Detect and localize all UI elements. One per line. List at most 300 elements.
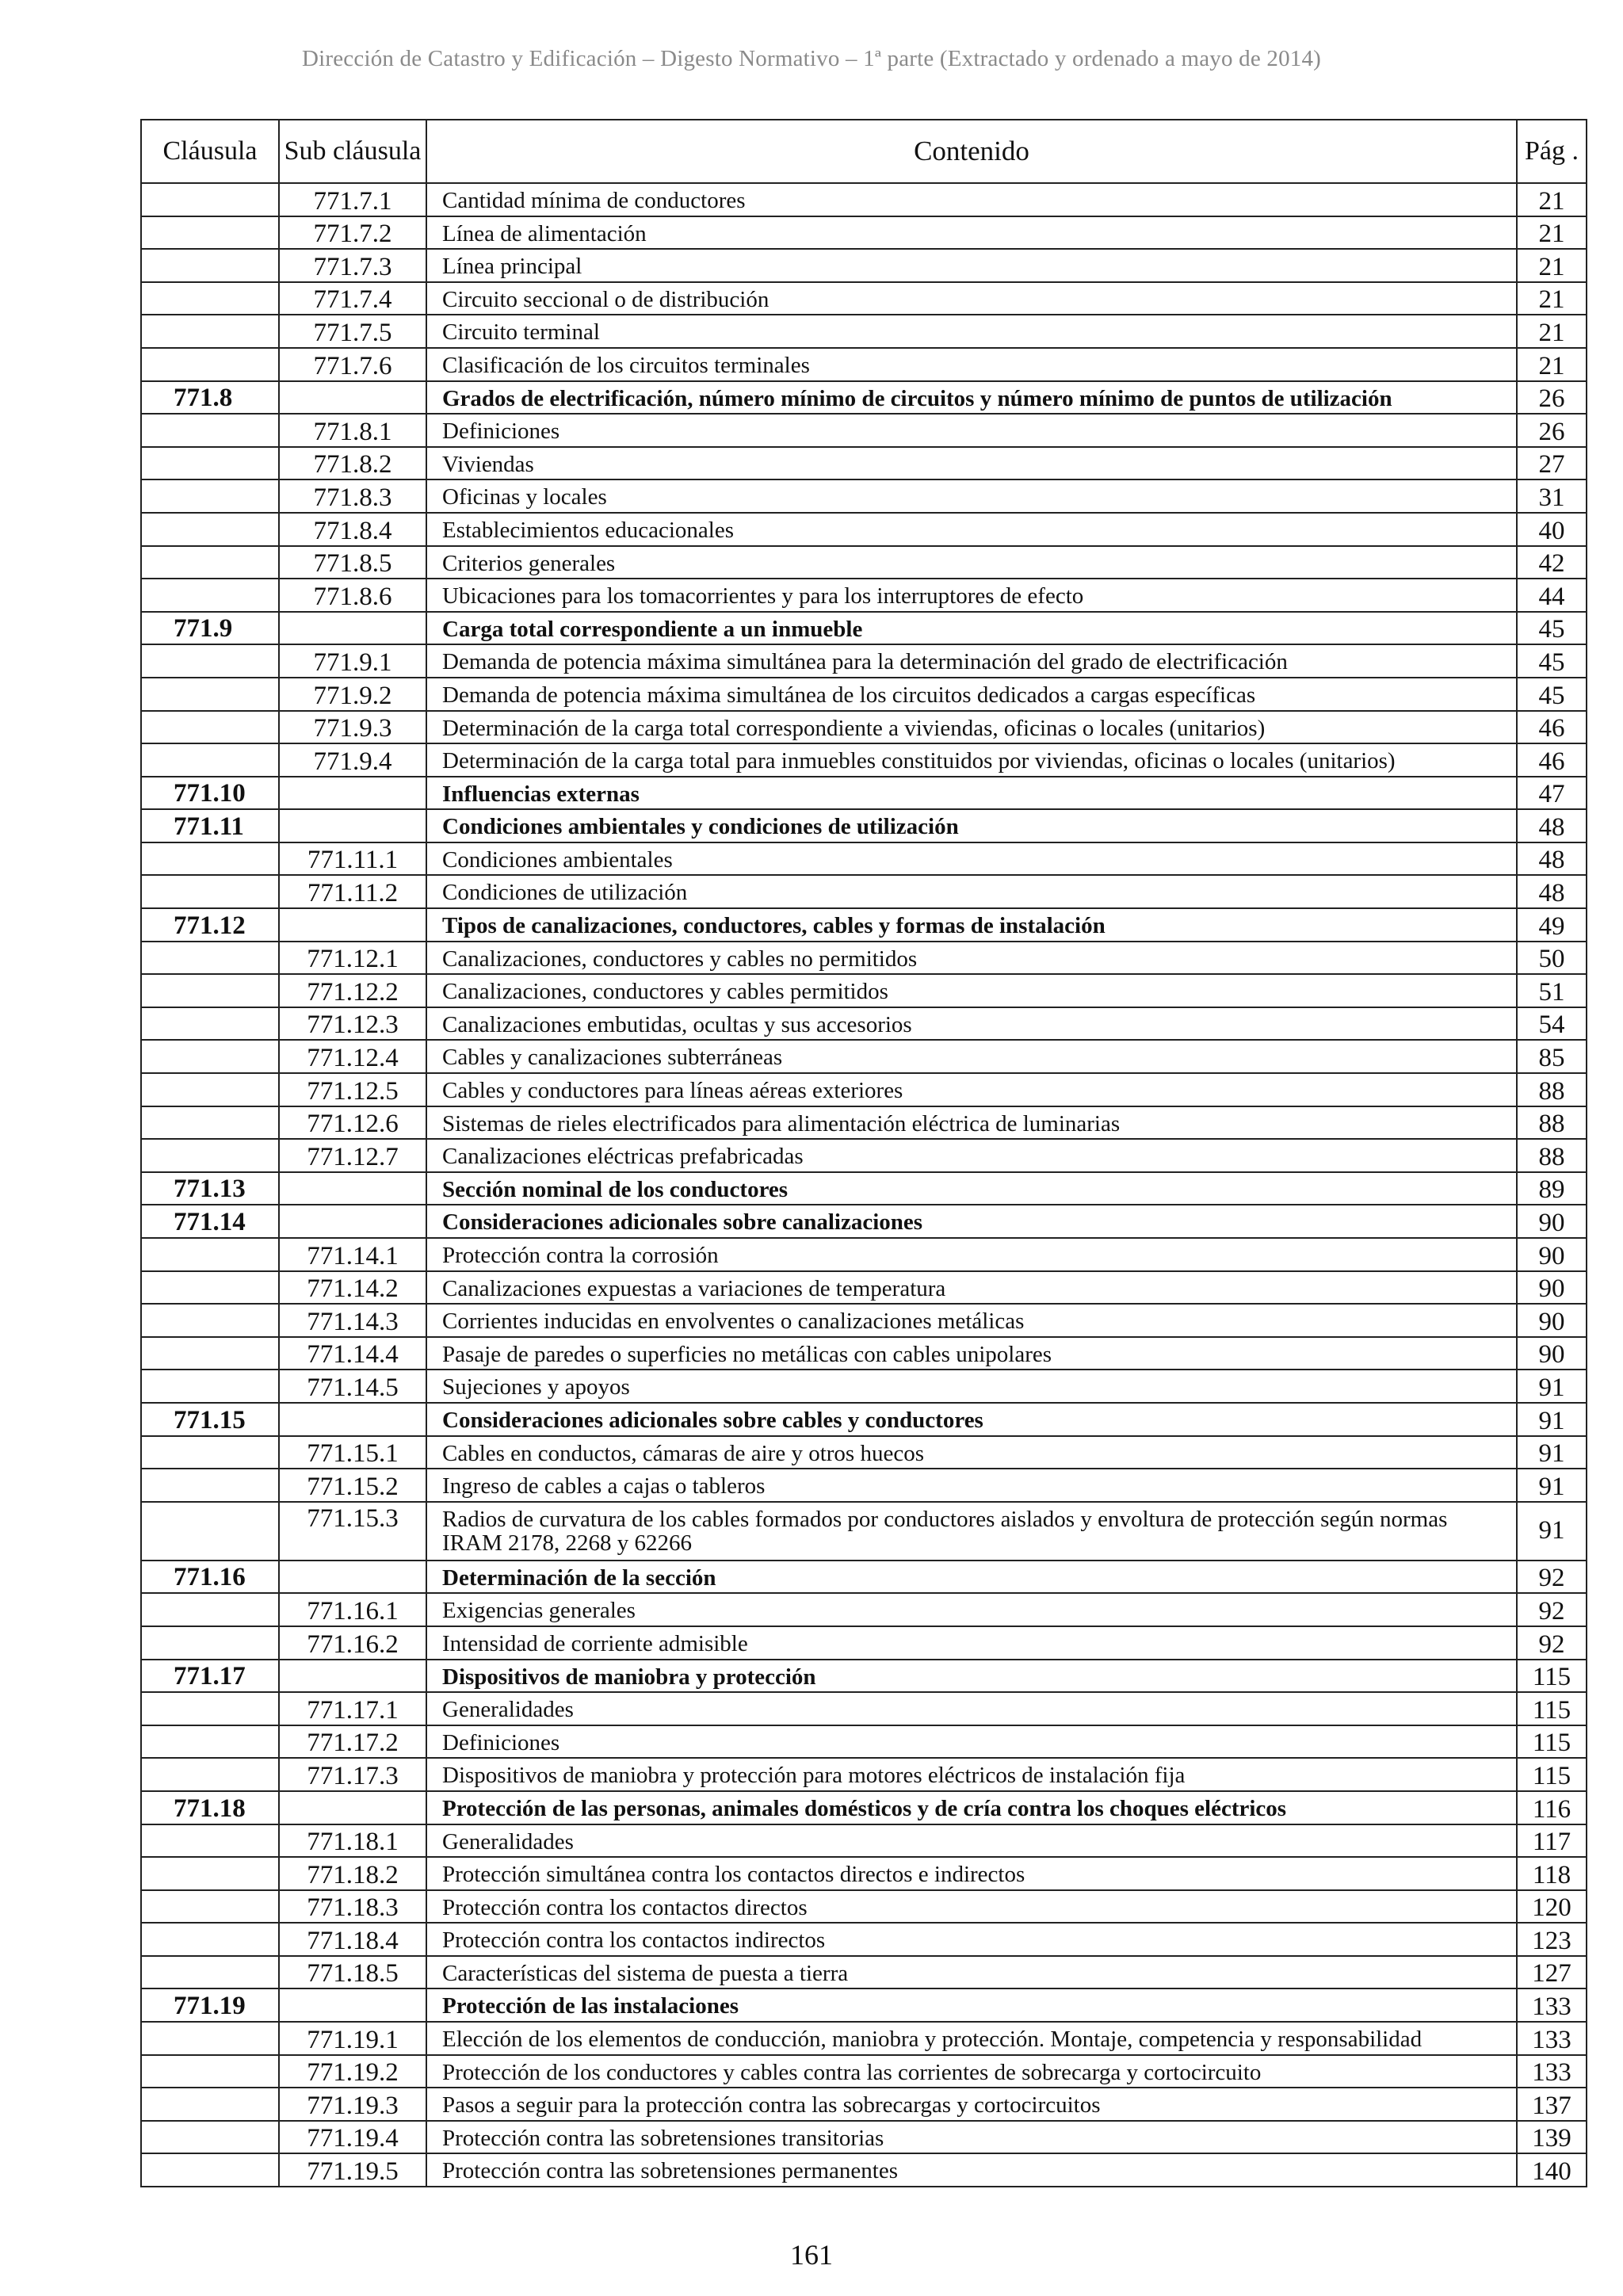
page-number: 161	[790, 2239, 833, 2271]
subclausula-cell: 771.12.2	[279, 974, 426, 1007]
subclausula-cell: 771.8.1	[279, 414, 426, 447]
contenido-cell: Carga total correspondiente a un inmueble	[426, 612, 1517, 645]
table-row	[141, 842, 1587, 876]
contenido-cell: Dispositivos de maniobra y protección para motores eléctricos de instalación fija	[426, 1758, 1517, 1791]
clausula-cell	[141, 743, 279, 777]
page-cell: 90	[1517, 1337, 1587, 1370]
contenido-cell: Tipos de canalizaciones, conductores, cables y formas de instalación	[426, 908, 1517, 942]
contenido-cell: Grados de electrificación, número mínimo de circuitos y número mínimo de puntos de utilización	[426, 381, 1517, 415]
clausula-cell	[141, 546, 279, 579]
subclausula-cell: 771.7.2	[279, 216, 426, 250]
table-row	[141, 644, 1587, 678]
table-row	[141, 1988, 1587, 2022]
subclausula-cell	[279, 381, 426, 415]
table-row	[141, 908, 1587, 942]
subclausula-cell: 771.18.5	[279, 1956, 426, 1989]
page-cell: 116	[1517, 1791, 1587, 1824]
table-row	[141, 1660, 1587, 1693]
contenido-cell: Consideraciones adicionales sobre cables y conductores	[426, 1403, 1517, 1436]
table-row	[141, 1139, 1587, 1172]
table-row	[141, 414, 1587, 447]
page-cell: 133	[1517, 2055, 1587, 2088]
subclausula-cell: 771.8.4	[279, 513, 426, 546]
subclausula-cell	[279, 1660, 426, 1693]
table-row	[141, 1593, 1587, 1626]
clausula-cell	[141, 1692, 279, 1725]
subclausula-cell: 771.16.1	[279, 1593, 426, 1626]
contenido-cell: Protección contra las sobretensiones permanentes	[426, 2153, 1517, 2187]
contenido-cell: Canalizaciones embutidas, ocultas y sus accesorios	[426, 1007, 1517, 1041]
subclausula-cell	[279, 809, 426, 842]
clausula-cell	[141, 644, 279, 678]
clausula-cell	[141, 1370, 279, 1403]
page-cell: 91	[1517, 1403, 1587, 1436]
page-cell: 44	[1517, 579, 1587, 612]
table-row	[141, 2121, 1587, 2154]
clausula-cell	[141, 1593, 279, 1626]
table-row	[141, 974, 1587, 1007]
table-row	[141, 1758, 1587, 1791]
table-row	[141, 1890, 1587, 1924]
clausula-cell	[141, 1626, 279, 1660]
subclausula-cell: 771.14.4	[279, 1337, 426, 1370]
contenido-cell: Canalizaciones expuestas a variaciones de temperatura	[426, 1271, 1517, 1305]
contenido-cell: Exigencias generales	[426, 1593, 1517, 1626]
clausula-cell	[141, 513, 279, 546]
table-row	[141, 1172, 1587, 1205]
subclausula-cell: 771.15.1	[279, 1436, 426, 1469]
page-cell: 21	[1517, 216, 1587, 250]
subclausula-cell: 771.17.1	[279, 1692, 426, 1725]
page-cell: 123	[1517, 1923, 1587, 1956]
table-row	[141, 777, 1587, 810]
subclausula-cell: 771.12.3	[279, 1007, 426, 1041]
subclausula-cell: 771.9.4	[279, 743, 426, 777]
page-cell: 85	[1517, 1040, 1587, 1073]
page-cell: 133	[1517, 1988, 1587, 2022]
table-row	[141, 1956, 1587, 1989]
table-row	[141, 315, 1587, 348]
page-cell: 31	[1517, 479, 1587, 513]
page-cell: 90	[1517, 1205, 1587, 1238]
subclausula-cell	[279, 612, 426, 645]
clausula-cell	[141, 678, 279, 711]
clausula-cell	[141, 315, 279, 348]
page-cell: 139	[1517, 2121, 1587, 2154]
table-row	[141, 513, 1587, 546]
subclausula-cell: 771.9.2	[279, 678, 426, 711]
contenido-cell: Canalizaciones eléctricas prefabricadas	[426, 1139, 1517, 1172]
subclausula-cell: 771.16.2	[279, 1626, 426, 1660]
clausula-cell	[141, 1857, 279, 1890]
contenido-cell: Ingreso de cables a cajas o tableros	[426, 1469, 1517, 1502]
subclausula-cell	[279, 1561, 426, 1594]
page-cell: 140	[1517, 2153, 1587, 2187]
contenido-cell: Sujeciones y apoyos	[426, 1370, 1517, 1403]
page-cell: 46	[1517, 743, 1587, 777]
clausula-cell: 771.8	[141, 381, 279, 415]
clausula-cell	[141, 1007, 279, 1041]
subclausula-cell: 771.7.5	[279, 315, 426, 348]
table-row	[141, 1271, 1587, 1305]
table-row	[141, 1073, 1587, 1106]
clausula-cell: 771.13	[141, 1172, 279, 1205]
subclausula-cell: 771.8.2	[279, 447, 426, 480]
table-row	[141, 2153, 1587, 2187]
clausula-cell	[141, 2088, 279, 2121]
subclausula-cell	[279, 1791, 426, 1824]
clausula-cell	[141, 348, 279, 381]
table-of-contents	[140, 119, 1587, 2187]
table-row	[141, 381, 1587, 415]
contenido-cell: Determinación de la sección	[426, 1561, 1517, 1594]
clausula-cell	[141, 282, 279, 315]
page-cell: 115	[1517, 1692, 1587, 1725]
clausula-cell	[141, 1106, 279, 1140]
clausula-cell	[141, 711, 279, 744]
clausula-cell: 771.18	[141, 1791, 279, 1824]
contenido-cell: Canalizaciones, conductores y cables no permitidos	[426, 942, 1517, 975]
table-row	[141, 1469, 1587, 1502]
subclausula-cell: 771.19.3	[279, 2088, 426, 2121]
table-row	[141, 479, 1587, 513]
table-row	[141, 348, 1587, 381]
contenido-cell: Protección de las personas, animales domésticos y de cría contra los choques eléctricos	[426, 1791, 1517, 1824]
contenido-cell: Protección contra la corrosión	[426, 1238, 1517, 1271]
contenido-cell: Protección de los conductores y cables contra las corrientes de sobrecarga y cortocircuito	[426, 2055, 1517, 2088]
clausula-cell	[141, 479, 279, 513]
page-cell: 91	[1517, 1436, 1587, 1469]
clausula-cell	[141, 1040, 279, 1073]
page-cell: 21	[1517, 315, 1587, 348]
clausula-cell: 771.12	[141, 908, 279, 942]
subclausula-cell: 771.18.3	[279, 1890, 426, 1924]
clausula-cell	[141, 875, 279, 908]
page-cell: 92	[1517, 1593, 1587, 1626]
page-cell: 115	[1517, 1725, 1587, 1759]
page-cell: 50	[1517, 942, 1587, 975]
page-cell: 26	[1517, 414, 1587, 447]
subclausula-cell: 771.8.3	[279, 479, 426, 513]
subclausula-cell: 771.19.5	[279, 2153, 426, 2187]
page-cell: 137	[1517, 2088, 1587, 2121]
clausula-cell	[141, 1436, 279, 1469]
table-row	[141, 282, 1587, 315]
clausula-cell: 771.14	[141, 1205, 279, 1238]
clausula-cell	[141, 1073, 279, 1106]
subclausula-cell	[279, 1205, 426, 1238]
page-cell: 49	[1517, 908, 1587, 942]
clausula-cell	[141, 1758, 279, 1791]
page-cell: 88	[1517, 1139, 1587, 1172]
clausula-cell	[141, 1337, 279, 1370]
clausula-cell	[141, 1139, 279, 1172]
page-cell: 90	[1517, 1304, 1587, 1337]
contenido-cell: Condiciones ambientales	[426, 842, 1517, 876]
page-cell: 90	[1517, 1238, 1587, 1271]
table-row	[141, 678, 1587, 711]
page-cell: 48	[1517, 809, 1587, 842]
page-cell: 21	[1517, 183, 1587, 216]
page-cell: 46	[1517, 711, 1587, 744]
subclausula-cell: 771.15.2	[279, 1469, 426, 1502]
contenido-cell: Protección contra los contactos directos	[426, 1890, 1517, 1924]
clausula-cell	[141, 842, 279, 876]
page-cell: 118	[1517, 1857, 1587, 1890]
table-row	[141, 1370, 1587, 1403]
table-row	[141, 809, 1587, 842]
contenido-cell: Corrientes inducidas en envolventes o canalizaciones metálicas	[426, 1304, 1517, 1337]
contenido-cell: Intensidad de corriente admisible	[426, 1626, 1517, 1660]
contenido-cell: Cables y conductores para líneas aéreas exteriores	[426, 1073, 1517, 1106]
subclausula-cell: 771.7.3	[279, 249, 426, 282]
page-cell: 27	[1517, 447, 1587, 480]
table-header-row	[141, 120, 1587, 183]
contenido-cell: Elección de los elementos de conducción, maniobra y protección. Montaje, competencia y responsabilidad	[426, 2022, 1517, 2055]
page-cell: 115	[1517, 1758, 1587, 1791]
contenido-cell: Ubicaciones para los tomacorrientes y para los interruptores de efecto	[426, 579, 1517, 612]
contenido-cell: Determinación de la carga total para inmuebles constituidos por viviendas, oficinas o locales (unitarios)	[426, 743, 1517, 777]
table-row	[141, 942, 1587, 975]
table-row	[141, 1337, 1587, 1370]
contenido-cell: Protección contra los contactos indirectos	[426, 1923, 1517, 1956]
contenido-cell: Pasaje de paredes o superficies no metálicas con cables unipolares	[426, 1337, 1517, 1370]
clausula-cell	[141, 1824, 279, 1858]
contenido-cell: Sección nominal de los conductores	[426, 1172, 1517, 1205]
table-row	[141, 1626, 1587, 1660]
col-header-subclausula: Sub cláusula	[279, 120, 426, 183]
page-cell: 48	[1517, 875, 1587, 908]
table-row	[141, 1791, 1587, 1824]
subclausula-cell	[279, 1172, 426, 1205]
subclausula-cell: 771.18.1	[279, 1824, 426, 1858]
col-header-pag: Pág .	[1517, 120, 1587, 183]
page-cell: 127	[1517, 1956, 1587, 1989]
contenido-cell: Determinación de la carga total correspondiente a viviendas, oficinas o locales (unitarios)	[426, 711, 1517, 744]
clausula-cell: 771.19	[141, 1988, 279, 2022]
table-row	[141, 1403, 1587, 1436]
subclausula-cell: 771.9.3	[279, 711, 426, 744]
page-cell: 91	[1517, 1469, 1587, 1502]
contenido-cell: Circuito seccional o de distribución	[426, 282, 1517, 315]
clausula-cell: 771.9	[141, 612, 279, 645]
table-row	[141, 546, 1587, 579]
clausula-cell	[141, 414, 279, 447]
subclausula-cell: 771.11.1	[279, 842, 426, 876]
clausula-cell	[141, 1956, 279, 1989]
clausula-cell: 771.15	[141, 1403, 279, 1436]
contenido-cell: Condiciones ambientales y condiciones de utilización	[426, 809, 1517, 842]
page-cell: 89	[1517, 1172, 1587, 1205]
subclausula-cell: 771.7.4	[279, 282, 426, 315]
table-row	[141, 1824, 1587, 1858]
table-row	[141, 1561, 1587, 1594]
page-cell: 90	[1517, 1271, 1587, 1305]
table-row	[141, 249, 1587, 282]
page-cell: 115	[1517, 1660, 1587, 1693]
clausula-cell	[141, 183, 279, 216]
table-row	[141, 1857, 1587, 1890]
subclausula-cell: 771.19.1	[279, 2022, 426, 2055]
clausula-cell	[141, 249, 279, 282]
table-row	[141, 2055, 1587, 2088]
table-row	[141, 2088, 1587, 2121]
contenido-cell: Consideraciones adicionales sobre canalizaciones	[426, 1205, 1517, 1238]
page-cell: 54	[1517, 1007, 1587, 1041]
contenido-cell: Línea principal	[426, 249, 1517, 282]
contenido-cell: Características del sistema de puesta a tierra	[426, 1956, 1517, 1989]
clausula-cell	[141, 1271, 279, 1305]
subclausula-cell: 771.8.5	[279, 546, 426, 579]
page-cell: 45	[1517, 612, 1587, 645]
table-row	[141, 743, 1587, 777]
table-row	[141, 183, 1587, 216]
clausula-cell	[141, 2153, 279, 2187]
contenido-cell: Generalidades	[426, 1692, 1517, 1725]
subclausula-cell: 771.14.1	[279, 1238, 426, 1271]
contenido-cell: Viviendas	[426, 447, 1517, 480]
subclausula-cell	[279, 1403, 426, 1436]
clausula-cell: 771.10	[141, 777, 279, 810]
page-cell: 91	[1517, 1502, 1587, 1561]
clausula-cell	[141, 579, 279, 612]
running-header: Dirección de Catastro y Edificación – Digesto Normativo – 1ª parte (Extractado y ordenado a mayo de 2014)	[301, 46, 1322, 71]
page-cell: 48	[1517, 842, 1587, 876]
subclausula-cell: 771.12.7	[279, 1139, 426, 1172]
clausula-cell	[141, 2055, 279, 2088]
subclausula-cell: 771.7.1	[279, 183, 426, 216]
contenido-cell: Demanda de potencia máxima simultánea de los circuitos dedicados a cargas específicas	[426, 678, 1517, 711]
contenido-cell: Definiciones	[426, 414, 1517, 447]
table-row	[141, 875, 1587, 908]
contenido-cell: Clasificación de los circuitos terminales	[426, 348, 1517, 381]
contenido-cell: Demanda de potencia máxima simultánea para la determinación del grado de electrificación	[426, 644, 1517, 678]
clausula-cell	[141, 2121, 279, 2154]
contenido-cell: Protección contra las sobretensiones transitorias	[426, 2121, 1517, 2154]
page-cell: 47	[1517, 777, 1587, 810]
contenido-cell: Oficinas y locales	[426, 479, 1517, 513]
page-cell: 92	[1517, 1561, 1587, 1594]
subclausula-cell: 771.11.2	[279, 875, 426, 908]
clausula-cell	[141, 974, 279, 1007]
contenido-cell: Circuito terminal	[426, 315, 1517, 348]
page-cell: 88	[1517, 1073, 1587, 1106]
subclausula-cell: 771.17.2	[279, 1725, 426, 1759]
contenido-cell: Criterios generales	[426, 546, 1517, 579]
contenido-cell: Radios de curvatura de los cables formados por conductores aislados y envoltura de protección según normas IRAM 2178, 2268 y 62266	[426, 1502, 1517, 1561]
subclausula-cell: 771.15.3	[279, 1502, 426, 1561]
contenido-cell: Condiciones de utilización	[426, 875, 1517, 908]
table-row	[141, 1725, 1587, 1759]
clausula-cell	[141, 1725, 279, 1759]
table-row	[141, 1436, 1587, 1469]
page-cell: 117	[1517, 1824, 1587, 1858]
table-row	[141, 1106, 1587, 1140]
subclausula-cell	[279, 777, 426, 810]
subclausula-cell: 771.12.6	[279, 1106, 426, 1140]
page-cell: 120	[1517, 1890, 1587, 1924]
contenido-cell: Línea de alimentación	[426, 216, 1517, 250]
subclausula-cell	[279, 908, 426, 942]
subclausula-cell: 771.14.2	[279, 1271, 426, 1305]
contenido-cell: Pasos a seguir para la protección contra las sobrecargas y cortocircuitos	[426, 2088, 1517, 2121]
table-row	[141, 447, 1587, 480]
table-row	[141, 1502, 1587, 1561]
table-row	[141, 1040, 1587, 1073]
contenido-cell: Establecimientos educacionales	[426, 513, 1517, 546]
table-row	[141, 711, 1587, 744]
subclausula-cell	[279, 1988, 426, 2022]
subclausula-cell: 771.17.3	[279, 1758, 426, 1791]
table-row	[141, 1692, 1587, 1725]
clausula-cell	[141, 447, 279, 480]
page-cell: 42	[1517, 546, 1587, 579]
contenido-cell: Protección simultánea contra los contactos directos e indirectos	[426, 1857, 1517, 1890]
table-row	[141, 1923, 1587, 1956]
contenido-cell: Dispositivos de maniobra y protección	[426, 1660, 1517, 1693]
subclausula-cell: 771.12.5	[279, 1073, 426, 1106]
subclausula-cell: 771.18.2	[279, 1857, 426, 1890]
clausula-cell: 771.11	[141, 809, 279, 842]
subclausula-cell: 771.9.1	[279, 644, 426, 678]
clausula-cell	[141, 2022, 279, 2055]
page-cell: 26	[1517, 381, 1587, 415]
contenido-cell: Cables y canalizaciones subterráneas	[426, 1040, 1517, 1073]
table-row	[141, 612, 1587, 645]
contenido-cell: Sistemas de rieles electrificados para alimentación eléctrica de luminarias	[426, 1106, 1517, 1140]
table-row	[141, 216, 1587, 250]
page-cell: 91	[1517, 1370, 1587, 1403]
page-cell: 92	[1517, 1626, 1587, 1660]
subclausula-cell: 771.18.4	[279, 1923, 426, 1956]
clausula-cell	[141, 216, 279, 250]
clausula-cell: 771.16	[141, 1561, 279, 1594]
col-header-contenido: Contenido	[426, 120, 1517, 183]
page-cell: 45	[1517, 644, 1587, 678]
contenido-cell: Influencias externas	[426, 777, 1517, 810]
page-cell: 51	[1517, 974, 1587, 1007]
subclausula-cell: 771.19.4	[279, 2121, 426, 2154]
subclausula-cell: 771.14.3	[279, 1304, 426, 1337]
page-cell: 133	[1517, 2022, 1587, 2055]
table-row	[141, 1007, 1587, 1041]
table-row	[141, 1238, 1587, 1271]
page-cell: 21	[1517, 282, 1587, 315]
clausula-cell	[141, 1923, 279, 1956]
page-cell: 40	[1517, 513, 1587, 546]
subclausula-cell: 771.12.1	[279, 942, 426, 975]
subclausula-cell: 771.12.4	[279, 1040, 426, 1073]
clausula-cell	[141, 1502, 279, 1561]
clausula-cell	[141, 1469, 279, 1502]
subclausula-cell: 771.19.2	[279, 2055, 426, 2088]
clausula-cell	[141, 1238, 279, 1271]
page-cell: 21	[1517, 249, 1587, 282]
contenido-cell: Cantidad mínima de conductores	[426, 183, 1517, 216]
clausula-cell	[141, 1890, 279, 1924]
contenido-cell: Canalizaciones, conductores y cables permitidos	[426, 974, 1517, 1007]
contenido-cell: Cables en conductos, cámaras de aire y otros huecos	[426, 1436, 1517, 1469]
table-row	[141, 1304, 1587, 1337]
clausula-cell	[141, 942, 279, 975]
subclausula-cell: 771.7.6	[279, 348, 426, 381]
page-cell: 21	[1517, 348, 1587, 381]
contenido-cell: Generalidades	[426, 1824, 1517, 1858]
table-row	[141, 579, 1587, 612]
contenido-cell: Definiciones	[426, 1725, 1517, 1759]
contenido-cell: Protección de las instalaciones	[426, 1988, 1517, 2022]
table-row	[141, 2022, 1587, 2055]
